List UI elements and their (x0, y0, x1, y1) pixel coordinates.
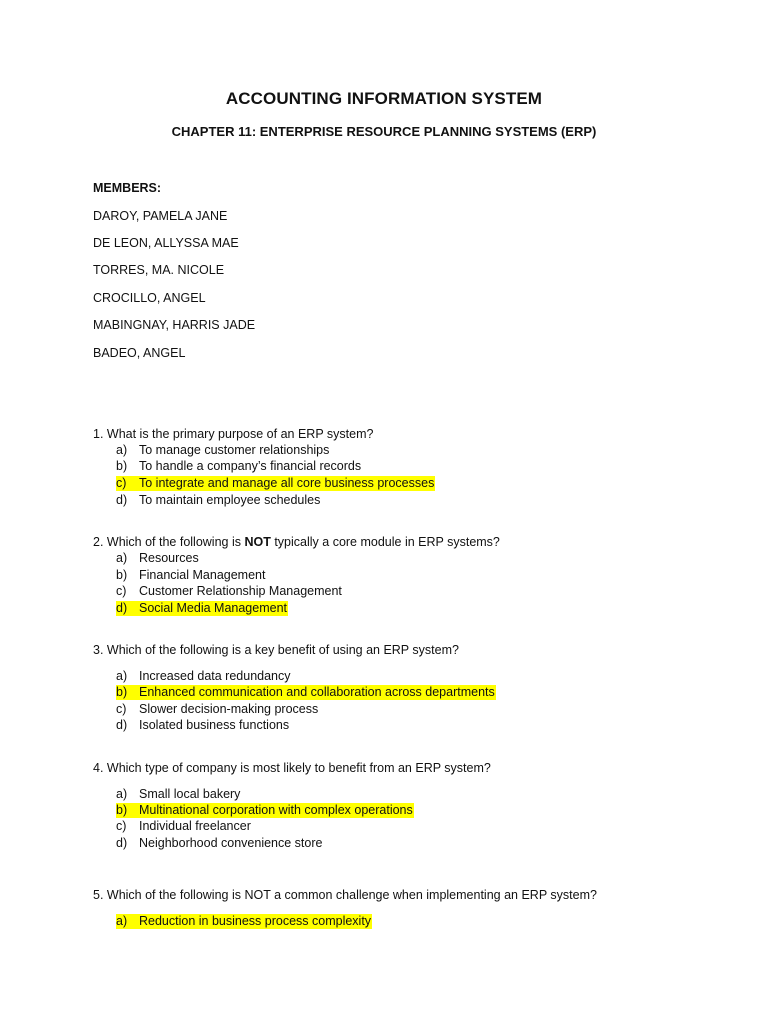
option-text: Small local bakery (139, 787, 241, 801)
question-3-option-c (116, 702, 318, 717)
question-4-option-d (116, 836, 322, 851)
option-text: Social Media Management (139, 601, 287, 615)
option-text: Slower decision-making process (139, 702, 319, 716)
option-letter: b) (116, 568, 128, 582)
option-text: To handle a company’s financial records (139, 459, 362, 473)
question-2-option-d-highlighted (116, 601, 288, 616)
member-name: TORRES, MA. NICOLE (93, 263, 225, 277)
question-2-option-a (116, 551, 199, 566)
option-text: Neighborhood convenience store (139, 836, 323, 850)
question-1-option-d (116, 493, 320, 508)
option-letter: d) (116, 836, 128, 850)
option-letter: b) (116, 803, 128, 817)
option-letter: d) (116, 601, 128, 615)
question-2-option-c (116, 584, 342, 599)
question-1-option-b (116, 459, 361, 474)
question-1-option-c-highlighted (116, 476, 435, 491)
option-text: Multinational corporation with complex operations (139, 803, 413, 817)
chapter-subtitle: CHAPTER 11: ENTERPRISE RESOURCE PLANNING SYSTEMS (ERP) (171, 124, 597, 139)
question-3: 3. Which of the following is a key benefit of using an ERP system? (93, 643, 459, 657)
option-text: Enhanced communication and collaboration across departments (139, 685, 495, 699)
question-3-option-b-highlighted (116, 685, 496, 700)
question-3-option-d (116, 718, 289, 733)
option-text: To manage customer relationships (139, 443, 330, 457)
question-2-emphasis: NOT (244, 535, 271, 549)
question-2 (93, 535, 500, 549)
option-letter: b) (116, 685, 128, 699)
option-text: To integrate and manage all core business processes (139, 476, 435, 490)
option-text: Reduction in business process complexity (139, 914, 372, 928)
option-letter: c) (116, 476, 127, 490)
members-heading: MEMBERS: (93, 181, 162, 195)
option-letter: a) (116, 669, 128, 683)
member-name: DE LEON, ALLYSSA MAE (93, 236, 239, 250)
member-name: BADEO, ANGEL (93, 346, 186, 360)
option-text: Isolated business functions (139, 718, 290, 732)
option-text: Individual freelancer (139, 819, 251, 833)
option-letter: c) (116, 819, 127, 833)
question-4: 4. Which type of company is most likely to benefit from an ERP system? (93, 761, 491, 775)
option-letter: a) (116, 551, 128, 565)
question-5-option-a-highlighted (116, 914, 372, 929)
option-text: To maintain employee schedules (139, 493, 321, 507)
question-1-option-a (116, 443, 329, 458)
member-name: CROCILLO, ANGEL (93, 291, 206, 305)
question-2-text-start: 2. Which of the following is (93, 535, 245, 549)
option-letter: d) (116, 718, 128, 732)
option-text: Increased data redundancy (139, 669, 291, 683)
option-letter: b) (116, 459, 128, 473)
member-name: DAROY, PAMELA JANE (93, 209, 228, 223)
document-title: ACCOUNTING INFORMATION SYSTEM (225, 89, 543, 108)
question-4-option-c (116, 819, 251, 834)
option-letter: c) (116, 702, 127, 716)
option-text: Customer Relationship Management (139, 584, 342, 598)
question-4-option-a (116, 787, 240, 802)
option-letter: c) (116, 584, 127, 598)
option-letter: a) (116, 914, 128, 928)
member-name: MABINGNAY, HARRIS JADE (93, 318, 256, 332)
option-letter: a) (116, 443, 128, 457)
option-letter: a) (116, 787, 128, 801)
option-letter: d) (116, 493, 128, 507)
question-4-option-b-highlighted (116, 803, 414, 818)
question-2-text-end: typically a core module in ERP systems? (270, 535, 500, 549)
option-text: Financial Management (139, 568, 266, 582)
question-1: 1. What is the primary purpose of an ERP system? (93, 427, 374, 441)
question-5: 5. Which of the following is NOT a common challenge when implementing an ERP system? (93, 888, 597, 902)
option-text: Resources (139, 551, 199, 565)
question-2-option-b (116, 568, 265, 583)
question-3-option-a (116, 669, 291, 684)
